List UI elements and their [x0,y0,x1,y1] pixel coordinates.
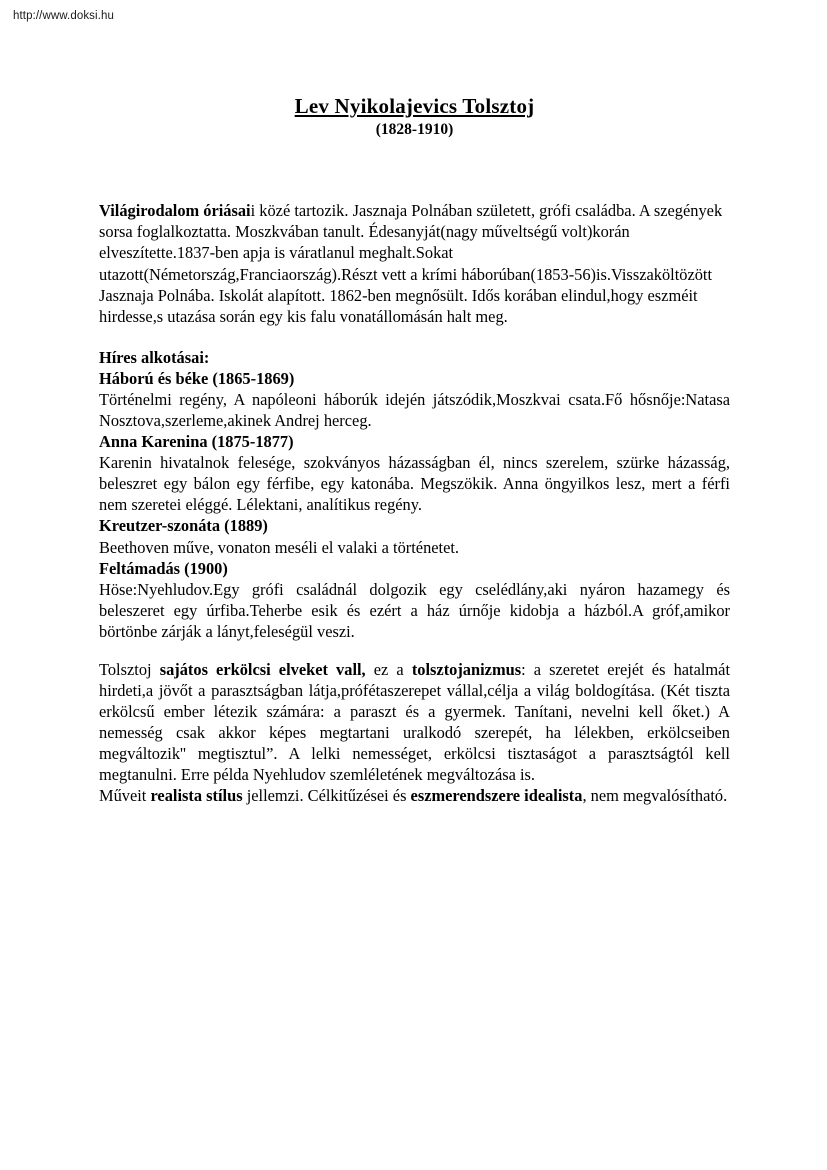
document-body [99,95,730,806]
watermark-url: http://www.doksi.hu [13,10,114,22]
work-body-2: Beethoven műve, vonaton meséli el valaki a történetet. [99,537,460,557]
spacer [99,138,730,200]
philosophy-p1-c: ez a [365,659,412,679]
page-title-text: Lev Nyikolajevics Tolsztoj [294,94,535,118]
philosophy-p1-d: : a szeretet erejét és hatalmát hirdeti,a jövőt a parasztságban látja,prófétaszerepet vállal,célja a világ boldogítása. (Két tiszta erkölcsű ember létezik számára: a paraszt és a gyermek. Tanítani, nevelni kell őket.) A nemesség csak akkor képes megtartani uralkodó szerepét, ha lélekben, erkölcseiben megváltozik'' megtisztul”. A lelki nemességet, erkölcsi tisztaságot a parasztságtól kell megtanulni. Erre példa Nyehludov szemléletének megváltozása is. [99,659,731,785]
spacer [99,642,730,659]
work-body-0: Történelmi regény, A napóleoni háborúk idején játszódik,Moszkvai csata.Fő hősnője:Natasa Nosztova,szerleme,akinek Andrej herceg. [99,389,730,431]
page-title [99,95,730,119]
intro-paragraph-2: utazott(Németország,Franciaország).Részt vett a krími háborúban(1853-56)is.Visszaköltözött Jasznaja Polnába. Iskolát alapított. 1862-ben megnősült. Idős korában elindul,hogy eszméit hirdesse,s utazása során egy kis falu vonatállomásán halt meg. [99,264,713,326]
section-heading-works: Híres alkotásai: [99,347,210,367]
philosophy-p1-bold-1: sajátos erkölcsi elveket vall, [159,659,366,679]
intro-bold-lead: Világirodalom óriásai [99,201,251,221]
work-body-1: Karenin hivatalnok felesége, szokványos házasságban él, nincs szerelem, szürke házasság, beleszret egy bálon egy férfibe, egy katonába. Megszökik. Anna öngyilkos lesz, mert a férfi nem szeretei eléggé. Lélektani, analítikus regény. [99,453,730,515]
intro-paragraph-1 [99,200,730,263]
philosophy-p2-bold-1: realista stílus [150,786,243,806]
philosophy-paragraph-2 [99,785,730,806]
spacer [99,327,730,347]
philosophy-p1-bold-2: tolsztojanizmus [411,659,522,679]
philosophy-p2-c: jellemzi. Célkitűzései és [242,786,411,806]
intro-rest: i közé tartozik. Jasznaja Polnában született, grófi családba. A szegények sorsa foglalkoztatta. Moszkvában tanult. Édesanyját(nagy műveltségű volt)korán elveszítette.1837-ben apja is váratlanul meghalt.Sokat [99,201,723,263]
philosophy-p2-bold-2: eszmerendszere idealista [410,786,583,806]
work-title-1: Anna Karenina (1875-1877) [99,432,294,452]
philosophy-p2-d: , nem megvalósítható. [582,786,728,806]
philosophy-paragraph-1 [99,659,730,785]
work-body-3: Höse:Nyehludov.Egy grófi családnál dolgozik egy cselédlány,aki nyáron hazamegy és beleszeret egy úrfiba.Teherbe esik és ezért a ház úrnője kidobja a házból.A gróf,amikor börtönbe zárják a lányt,feleségül veszi. [99,579,730,641]
philosophy-p2-a: Műveit [99,786,151,806]
philosophy-p1-a: Tolsztoj [99,659,160,679]
work-title-0: Háború és béke (1865-1869) [99,368,295,388]
page-subtitle: (1828-1910) [375,120,454,138]
work-title-3: Feltámadás (1900) [99,558,228,578]
work-title-2: Kreutzer-szonáta (1889) [99,516,268,536]
